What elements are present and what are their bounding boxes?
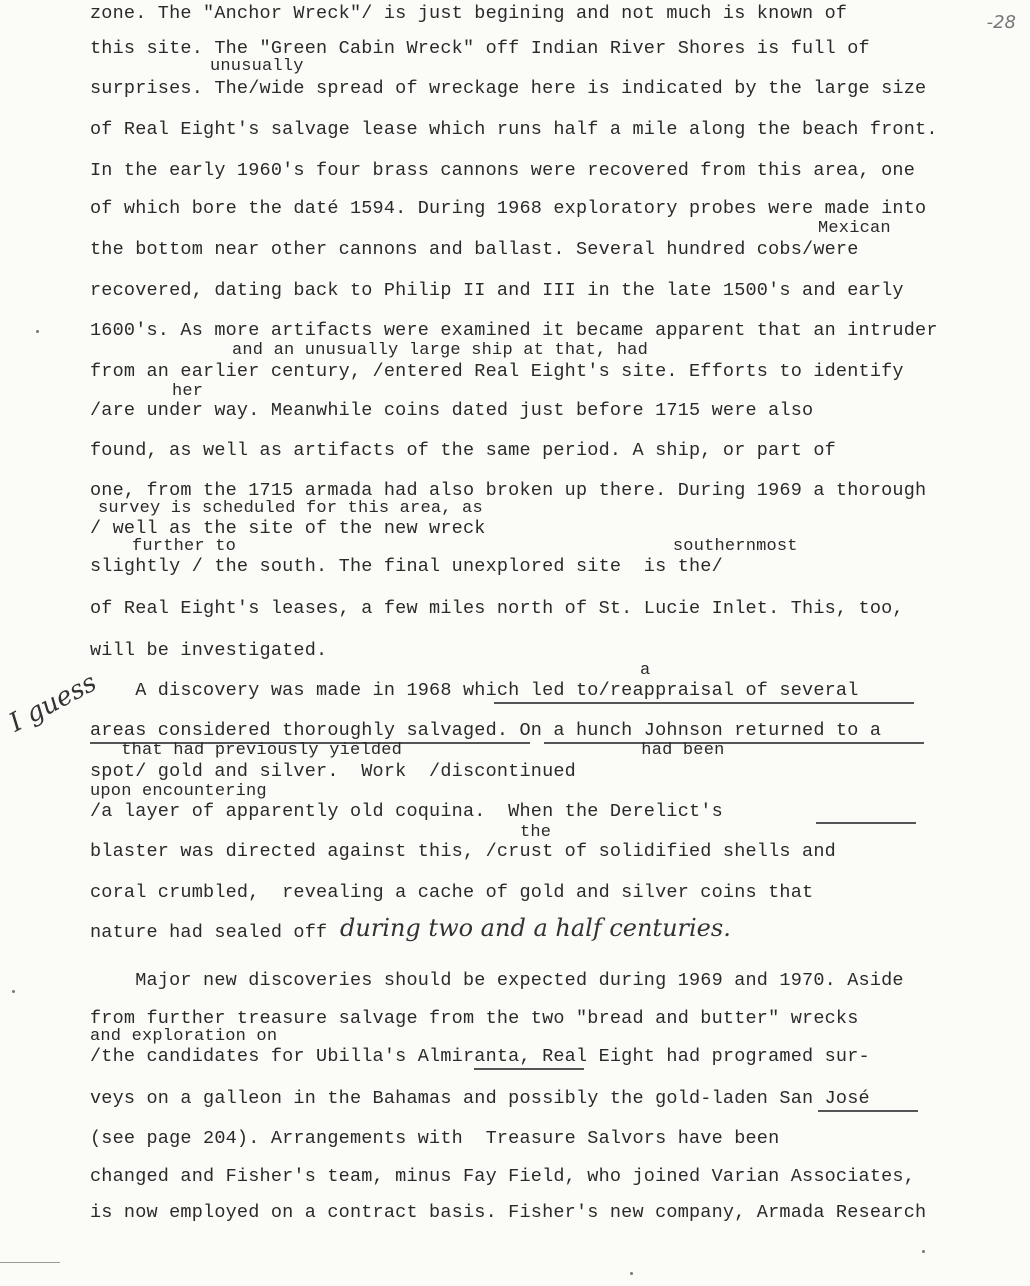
text-line: the bottom near other cannons and ballast. Several hundred cobs/were <box>90 239 859 260</box>
speck <box>922 1250 925 1253</box>
text-line: spot/ gold and silver. Work /discontinued <box>90 761 576 782</box>
text-line: from an earlier century, /entered Real Eight's site. Efforts to identify <box>90 361 904 382</box>
text-line: is now employed on a contract basis. Fisher's new company, Armada Research <box>90 1202 927 1223</box>
text-line: /a layer of apparently old coquina. When the Derelict's <box>90 801 723 822</box>
text-line: found, as well as artifacts of the same period. A ship, or part of <box>90 440 836 461</box>
insertion-line: unusually <box>210 57 304 76</box>
speck <box>36 330 39 333</box>
text-line: veys on a galleon in the Bahamas and possibly the gold-laden San José <box>90 1088 870 1109</box>
handwritten-insert: during two and a half centuries. <box>340 914 731 942</box>
scan-edge <box>0 1262 60 1263</box>
insertion-line: that had previously yielded had been <box>90 741 725 760</box>
text-line: blaster was directed against this, /crust of solidified shells and <box>90 841 836 862</box>
text-line: slightly / the south. The final unexplored site is the/ <box>90 556 723 577</box>
text-line: nature had sealed off <box>90 922 328 943</box>
text-line: /are under way. Meanwhile coins dated just before 1715 were also <box>90 400 814 421</box>
insertion-line: Mexican <box>818 219 891 238</box>
text-line: one, from the 1715 armada had also broken up there. During 1969 a thorough <box>90 480 927 501</box>
insertion-line: and an unusually large ship at that, had <box>232 341 649 360</box>
text-line: coral crumbled, revealing a cache of gold and silver coins that <box>90 882 814 903</box>
text-line: /the candidates for Ubilla's Almiranta, Real Eight had programed sur- <box>90 1046 870 1067</box>
text-line: changed and Fisher's team, minus Fay Field, who joined Varian Associates, <box>90 1166 916 1187</box>
underline <box>474 1068 584 1070</box>
text-line: from further treasure salvage from the two "bread and butter" wrecks <box>90 1008 859 1029</box>
text-line: will be investigated. <box>90 640 328 661</box>
margin-note: I guess <box>4 667 102 739</box>
underline <box>494 702 914 704</box>
insertion-line: her <box>172 382 204 401</box>
text-line: of Real Eight's leases, a few miles north of St. Lucie Inlet. This, too, <box>90 598 904 619</box>
text-line: areas considered thoroughly salvaged. On a hunch Johnson returned to a <box>90 720 882 741</box>
text-line: (see page 204). Arrangements with Treasure Salvors have been <box>90 1128 780 1149</box>
speck <box>630 1272 633 1275</box>
text-line: Major new discoveries should be expected during 1969 and 1970. Aside <box>90 970 904 991</box>
text-line: of which bore the daté 1594. During 1968 exploratory probes were made into <box>90 198 927 219</box>
text-line: recovered, dating back to Philip II and III in the late 1500's and early <box>90 280 904 301</box>
speck <box>12 990 15 993</box>
insertion-line: a <box>640 661 651 680</box>
text-line: surprises. The/wide spread of wreckage here is indicated by the large size <box>90 78 927 99</box>
insertion-line: the <box>520 823 552 842</box>
underline <box>818 1110 918 1112</box>
text-line: A discovery was made in 1968 which led to/reappraisal of several <box>90 680 859 701</box>
text-line: 1600's. As more artifacts were examined it became apparent that an intruder <box>90 320 938 341</box>
insertion-line: further to southernmost <box>132 537 798 556</box>
text-line: this site. The "Green Cabin Wreck" off Indian River Shores is full of <box>90 38 870 59</box>
underline <box>816 822 916 824</box>
page-number-mark: -28 <box>986 12 1016 33</box>
text-line: zone. The "Anchor Wreck"/ is just begining and not much is known of <box>90 3 848 24</box>
insertion-line: survey is scheduled for this area, as <box>98 499 483 518</box>
insertion-line: and exploration on <box>90 1027 278 1046</box>
text-line: of Real Eight's salvage lease which runs half a mile along the beach front. <box>90 119 938 140</box>
insertion-line: upon encountering <box>90 782 267 801</box>
text-line: In the early 1960's four brass cannons were recovered from this area, one <box>90 160 916 181</box>
text-line: / well as the site of the new wreck <box>90 518 486 539</box>
